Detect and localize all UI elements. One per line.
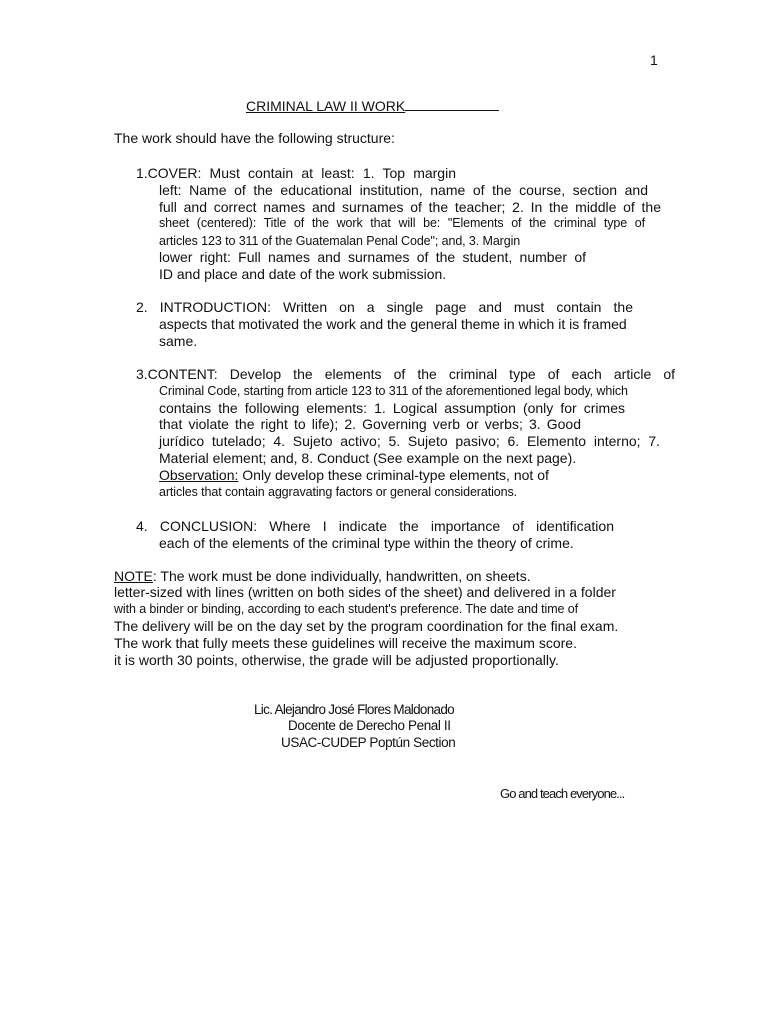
intro-paragraph: The work should have the following structure: [114,130,395,146]
cover-line: articles 123 to 311 of the Guatemalan Penal Code"; and, 3. Margin [159,234,521,248]
page-number: 1 [650,52,658,68]
cover-line: 1.COVER: Must contain at least: 1. Top margin [136,165,456,181]
introduction-line: 2. INTRODUCTION: Written on a single page and must contain the [136,299,633,315]
content-line: that violate the right to life); 2. Governing verb or verbs; 3. Good [159,416,581,432]
signature-role: Docente de Derecho Penal II [288,718,451,733]
note-label: NOTE [114,568,153,584]
note-first-line [114,568,531,585]
cover-line: sheet (centered): Title of the work that will be: "Elements of the criminal type of [159,216,645,230]
title-text: CRIMINAL LAW II WORK [246,98,406,114]
observation-line-2: articles that contain aggravating factors or general considerations. [159,485,517,499]
closing-motto: Go and teach everyone... [500,786,625,801]
content-line: jurídico tutelado; 4. Sujeto activo; 5. Sujeto pasivo; 6. Elemento interno; 7. [159,433,660,449]
conclusion-line: 4. CONCLUSION: Where I indicate the importance of identification [136,518,614,534]
note-line: The delivery will be on the day set by the program coordination for the final exam. [114,618,619,634]
note-line: with a binder or binding, according to each student's preference. The date and time of [114,602,578,616]
cover-line: left: Name of the educational institution, name of the course, section and [159,182,648,198]
note-line: letter-sized with lines (written on both sides of the sheet) and delivered in a folder [114,584,616,600]
content-line: Criminal Code, starting from article 123 to 311 of the aforementioned legal body, which [159,384,628,398]
cover-line: lower right: Full names and surnames of the student, number of [159,249,586,265]
note-text: : The work must be done individually, handwritten, on sheets. [152,568,531,584]
introduction-line: same. [159,333,198,349]
observation-label: Observation: [159,467,239,483]
document-title [246,96,499,114]
cover-line: full and correct names and surnames of the teacher; 2. In the middle of the [159,199,661,215]
conclusion-line: each of the elements of the criminal type within the theory of crime. [159,535,574,551]
note-line: it is worth 30 points, otherwise, the grade will be adjusted proportionally. [114,652,559,668]
signature-name: Lic. Alejandro José Flores Maldonado [254,702,454,717]
cover-line: ID and place and date of the work submission. [159,266,447,282]
content-line: Material element; and, 8. Conduct (See example on the next page). [159,450,577,466]
note-line: The work that fully meets these guidelines will receive the maximum score. [114,635,577,651]
title-underline-extension [405,96,499,111]
observation-line [159,467,549,484]
introduction-line: aspects that motivated the work and the general theme in which it is framed [159,316,627,332]
content-line: contains the following elements: 1. Logical assumption (only for crimes [159,400,625,416]
observation-text: Only develop these criminal-type elements, not of [238,467,549,483]
content-line: 3.CONTENT: Develop the elements of the criminal type of each article of [136,366,675,382]
signature-section: USAC-CUDEP Poptún Section [281,735,456,750]
